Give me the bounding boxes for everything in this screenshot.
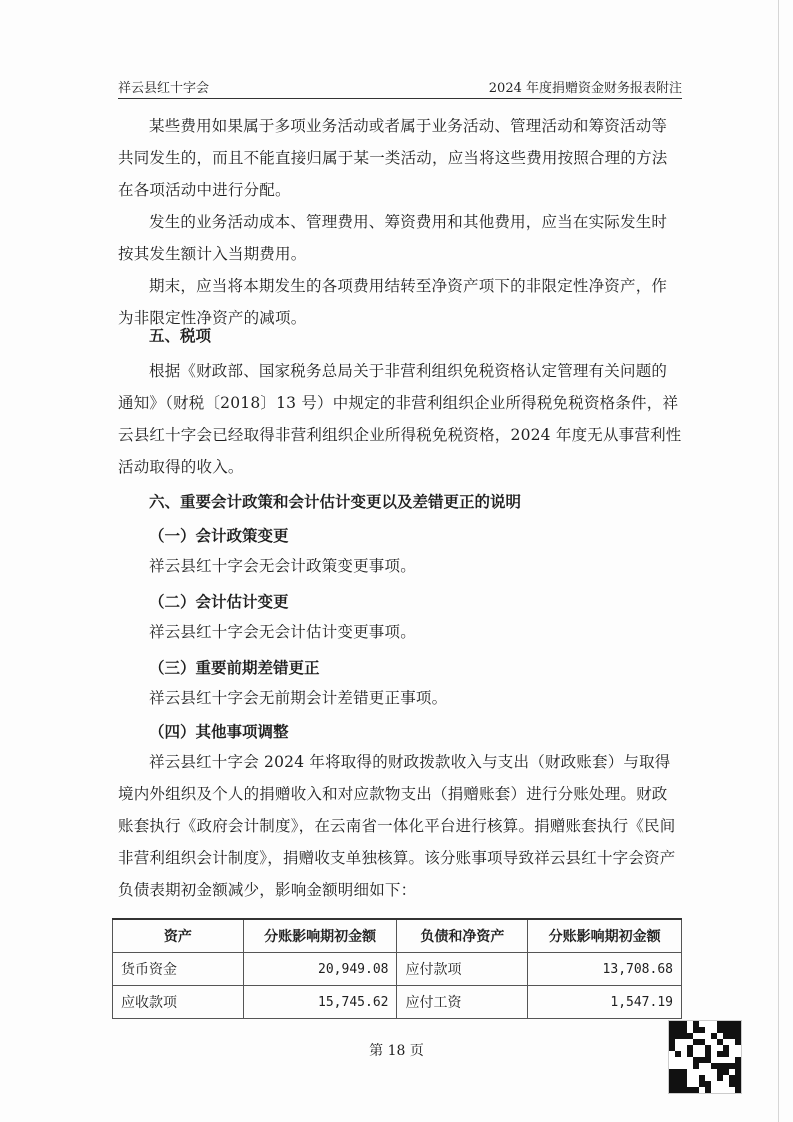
section6-sub3-title: （三）重要前期差错更正 (149, 658, 320, 677)
table-cell: 13,708.68 (528, 953, 682, 986)
section5-title: 五、税项 (149, 326, 212, 345)
section6-sub3-text: 祥云县红十字会无前期会计差错更正事项。 (149, 689, 448, 707)
section5-body (118, 355, 682, 483)
table-cell: 20,949.08 (243, 953, 397, 986)
table-header-liability-amount: 分账影响期初金额 (528, 919, 682, 953)
section6-sub1-text: 祥云县红十字会无会计政策变更事项。 (149, 557, 416, 575)
section6-sub4-title: （四）其他事项调整 (149, 722, 289, 741)
scan-edge-line (778, 0, 779, 1122)
table-cell: 应付款项 (397, 953, 528, 986)
header-org: 祥云县红十字会 (118, 81, 210, 96)
table-header-liabilities: 负债和净资产 (397, 919, 528, 953)
qr-code-icon (668, 1020, 742, 1094)
top-paragraphs (118, 110, 682, 334)
table-header-row (113, 919, 682, 953)
section5-text: 根据《财政部、国家税务总局关于非营利组织免税资格认定管理有关问题的通知》（财税〔2018〕13 号）中规定的非营利组织企业所得税免税资格条件，祥云县红十字会已经取得非营利组织企业所得税免税资格，2024 年度无从事营利性活动取得的收入。 (118, 362, 682, 476)
table-header-assets: 资产 (113, 919, 244, 953)
header-doc-title: 2024 年度捐赠资金财务报表附注 (488, 81, 682, 96)
paragraph-expense-allocation: 某些费用如果属于多项业务活动或者属于业务活动、管理活动和筹资活动等共同发生的，而且不能直接归属于某一类活动，应当将这些费用按照合理的方法在各项活动中进行分配。 (118, 117, 668, 199)
section6-sub1-title: （一）会计政策变更 (149, 526, 289, 545)
section6-sub1-body (118, 550, 682, 582)
section6-title: 六、重要会计政策和会计估计变更以及差错更正的说明 (149, 492, 522, 511)
page-header (118, 74, 682, 99)
section6-sub2-title: （二）会计估计变更 (149, 592, 289, 611)
table-row (113, 953, 682, 986)
paragraph-expense-recognition: 发生的业务活动成本、管理费用、筹资费用和其他费用，应当在实际发生时按其发生额计入当期费用。 (118, 213, 668, 263)
section6-sub3-body (118, 682, 682, 714)
table-cell: 货币资金 (113, 953, 244, 986)
paragraph-period-end: 期末，应当将本期发生的各项费用结转至净资产项下的非限定性净资产，作为非限定性净资产的减项。 (118, 277, 668, 327)
section6-sub4-text: 祥云县红十字会 2024 年将取得的财政拨款收入与支出（财政账套）与取得境内外组织及个人的捐赠收入和对应款物支出（捐赠账套）进行分账处理。财政账套执行《政府会计制度》，在云南省一体化平台进行核算。捐赠账套执行《民间非营利组织会计制度》，捐赠收支单独核算。该分账事项导致祥云县红十字会资产负债表期初金额减少，影响金额明细如下： (118, 753, 676, 899)
table-row (113, 986, 682, 1019)
table-cell: 应付工资 (397, 986, 528, 1019)
section6-sub4-body (118, 746, 682, 906)
table-header-asset-amount: 分账影响期初金额 (243, 919, 397, 953)
table-cell: 应收款项 (113, 986, 244, 1019)
section6-sub2-text: 祥云县红十字会无会计估计变更事项。 (149, 623, 416, 641)
page-number: 第 18 页 (369, 1043, 424, 1059)
section6-sub2-body (118, 616, 682, 648)
table-cell: 15,745.62 (243, 986, 397, 1019)
impact-table (112, 918, 682, 1019)
table-cell: 1,547.19 (528, 986, 682, 1019)
